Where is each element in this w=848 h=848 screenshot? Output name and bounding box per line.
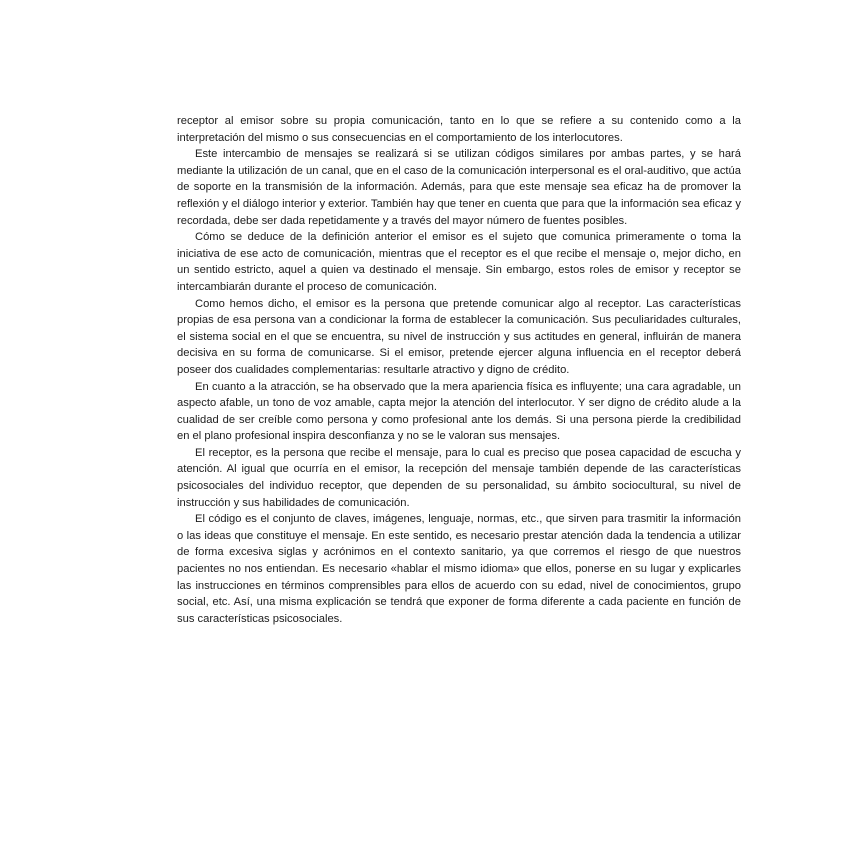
paragraph-attraction-credibility: En cuanto a la atracción, se ha observado que la mera apariencia física es influyente; una cara agradable, un aspecto afable, un tono de voz amable, capta mejor la atención del interlocutor. Y ser digno de crédito alude a la cualidad de ser creíble como persona y como profesional ante los demás. Si una persona pierde la credibilidad en el plano profesional inspira desconfianza y no se le valoran sus mensajes.: [177, 380, 741, 443]
paragraph-receptor: El receptor, es la persona que recibe el mensaje, para lo cual es preciso que posea capacidad de escucha y atención. Al igual que ocurría en el emisor, la recepción del mensaje también depende de las características psicosociales del individuo receptor, que dependen de su personalidad, su ámbito sociocultural, su nivel de instrucción y sus habilidades de comunicación.: [177, 446, 741, 509]
paragraph-emitter-receptor-roles: Cómo se deduce de la definición anterior el emisor es el sujeto que comunica primeramente o toma la iniciativa de ese acto de comunicación, mientras que el receptor es el que recibe el mensaje o, mejor dicho, en un sentido estricto, aquel a quien va destinado el mensaje. Sin embargo, estos roles de emisor y receptor se intercambiarán durante el proceso de comunicación.: [177, 231, 741, 293]
paragraph-code: El código es el conjunto de claves, imágenes, lenguaje, normas, etc., que sirven para trasmitir la información o las ideas que constituye el mensaje. En este sentido, es necesario prestar atención dada la tendencia a utilizar de forma excesiva siglas y acrónimos en el contexto sanitario, ya que corremos el riesgo de que nuestros pacientes no nos entiendan. Es necesario «hablar el mismo idioma» que ellos, ponerse en su lugar y explicarles las instrucciones en términos comprensibles para ellos de acuerdo con su edad, nivel de conocimientos, grupo social, etc. Así, una misma explicación se tendrá que exponer de forma diferente a cada paciente en función de sus características psicosociales.: [177, 513, 741, 625]
paragraph-continuation: receptor al emisor sobre su propia comunicación, tanto en lo que se refiere a su contenido como a la interpretación del mismo o sus consecuencias en el comportamiento de los interlocutores.: [177, 115, 741, 144]
paragraph-message-exchange: Este intercambio de mensajes se realizará si se utilizan códigos similares por ambas partes, y se hará mediante la utilización de un canal, que en el caso de la comunicación interpersonal es el oral-auditivo, que actúa de soporte en la transmisión de la información. Además, para que este mensaje sea eficaz ha de promover la reflexión y el diálogo interior y exterior. También hay que tener en cuenta que para que la información sea eficaz y recordada, debe ser dada repetidamente y a través del mayor número de fuentes posibles.: [177, 148, 741, 227]
paragraph-emitter: Como hemos dicho, el emisor es la persona que pretende comunicar algo al receptor. Las características propias de esa persona van a condicionar la forma de establecer la comunicación. Sus peculiaridades culturales, el sistema social en el que se encuentra, su nivel de instrucción y sus actitudes en general, influirán de manera decisiva en su forma de comunicarse. Si el emisor, pretende ejercer alguna influencia en el receptor deberá poseer dos cualidades complementarias: resultarle atractivo y digno de crédito.: [177, 297, 741, 376]
body-text: [177, 113, 741, 627]
